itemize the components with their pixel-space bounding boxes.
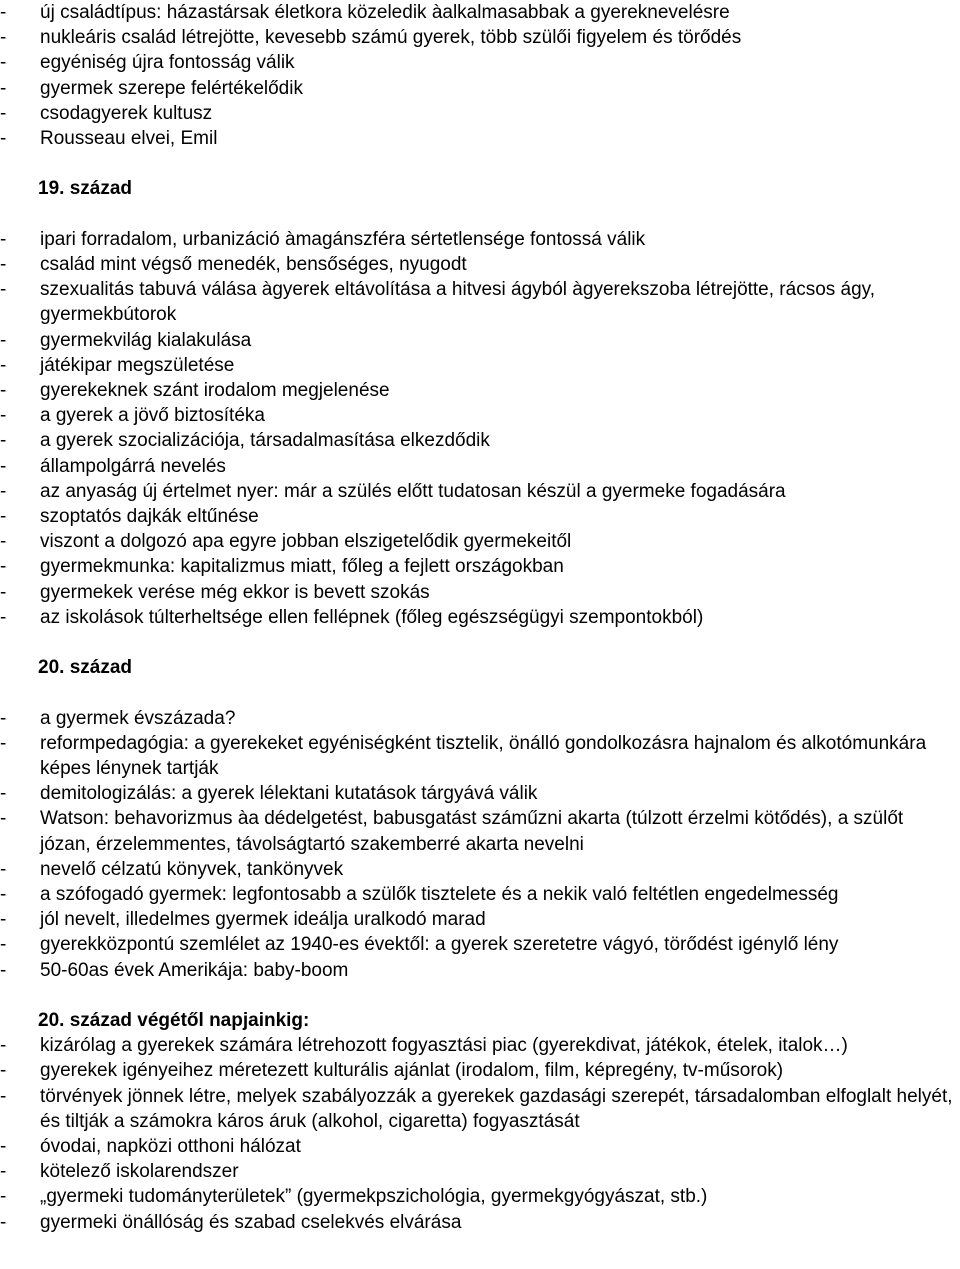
list-item-text: gyermekek verése még ekkor is bevett szokás <box>40 581 430 603</box>
list-item <box>0 1134 960 1159</box>
list-item-text: gyerekközpontú szemlélet az 1940-es évektől: a gyerek szeretetre vágyó, törődést igénylő lény <box>40 934 839 956</box>
late-20th-century-list <box>0 1033 960 1235</box>
list-item <box>0 1159 960 1184</box>
list-item-text: csodagyerek kultusz <box>40 102 213 124</box>
list-item <box>0 958 960 983</box>
section-heading-20th-century: 20. század <box>38 657 132 679</box>
list-item-text: állampolgárrá nevelés <box>40 455 226 477</box>
19th-century-list <box>0 227 960 630</box>
list-item <box>0 403 960 428</box>
list-item <box>0 907 960 932</box>
list-item-text: az anyaság új értelmet nyer: már a szülés előtt tudatosan készül a gyermeke fogadására <box>40 480 786 502</box>
bullet-dash: - <box>0 77 7 99</box>
bullet-dash: - <box>0 380 7 402</box>
section-heading-19th-century: 19. század <box>38 178 132 200</box>
list-item <box>0 252 960 277</box>
bullet-dash: - <box>0 1186 7 1208</box>
list-item <box>0 605 960 630</box>
list-item-text: viszont a dolgozó apa egyre jobban elszigetelődik gyermekeitől <box>40 531 572 553</box>
list-item-text: az iskolások túlterheltsége ellen fellépnek (főleg egészségügyi szempontokból) <box>40 606 704 628</box>
20th-century-list <box>0 706 960 983</box>
bullet-dash: - <box>0 1060 7 1082</box>
list-item-text: nevelő célzatú könyvek, tankönyvek <box>40 858 344 880</box>
list-item-text: 50-60as évek Amerikája: baby-boom <box>40 959 349 981</box>
list-item-text: a szófogadó gyermek: legfontosabb a szülők tisztelete és a nekik való feltétlen engedelmesség <box>40 884 839 906</box>
list-item-text: a gyermek évszázada? <box>40 707 236 729</box>
list-item <box>0 328 960 353</box>
list-item-text: játékipar megszületése <box>40 354 235 376</box>
list-item-text: törvények jönnek létre, melyek szabályozzák a gyerekek gazdasági szerepét, társadalomban elfoglalt helyét, és tiltják a számokra káros áruk (alkohol, cigaretta) fogyasztását <box>40 1085 953 1132</box>
list-item-text: gyermekvilág kialakulása <box>40 329 252 351</box>
list-item-text: gyermeki önállóság és szabad cselekvés elvárása <box>40 1211 462 1233</box>
list-item <box>0 227 960 252</box>
list-item <box>0 126 960 151</box>
list-item-text: kötelező iskolarendszer <box>40 1161 239 1183</box>
spacer <box>0 983 960 1008</box>
bullet-dash: - <box>0 959 7 981</box>
list-item-text: demitologizálás: a gyerek lélektani kutatások tárgyává válik <box>40 783 538 805</box>
list-item <box>0 0 960 25</box>
bullet-dash: - <box>0 27 7 49</box>
list-item-text: Rousseau elvei, Emil <box>40 128 218 150</box>
bullet-dash: - <box>0 430 7 452</box>
list-item <box>0 378 960 403</box>
bullet-dash: - <box>0 581 7 603</box>
list-item <box>0 1084 960 1134</box>
list-item <box>0 504 960 529</box>
bullet-dash: - <box>0 128 7 150</box>
list-item-text: szoptatós dajkák eltűnése <box>40 506 259 528</box>
bullet-dash: - <box>0 1136 7 1158</box>
list-item <box>0 529 960 554</box>
list-item <box>0 706 960 731</box>
spacer <box>0 202 960 227</box>
list-item <box>0 428 960 453</box>
list-item-text: nukleáris család létrejötte, kevesebb számú gyerek, több szülői figyelem és törődés <box>40 27 742 49</box>
list-item <box>0 806 960 856</box>
list-item-text: gyerekeknek szánt irodalom megjelenése <box>40 380 390 402</box>
bullet-dash: - <box>0 934 7 956</box>
bullet-dash: - <box>0 556 7 578</box>
list-item-text: szexualitás tabuvá válása àgyerek eltávolítása a hitvesi ágyból àgyerekszoba létrejötte, rácsos ágy, gyermekbútorok <box>40 279 876 326</box>
bullet-dash: - <box>0 909 7 931</box>
bullet-dash: - <box>0 1035 7 1057</box>
list-item-text: a gyerek a jövő biztosítéka <box>40 405 265 427</box>
list-item-text: a gyerek szocializációja, társadalmasítása elkezdődik <box>40 430 490 452</box>
list-item-text: jól nevelt, illedelmes gyermek ideálja uralkodó marad <box>40 909 486 931</box>
spacer <box>0 630 960 655</box>
bullet-dash: - <box>0 606 7 628</box>
list-item-text: kizárólag a gyerekek számára létrehozott fogyasztási piac (gyerekdivat, játékok, ételek, italok…) <box>40 1035 848 1057</box>
bullet-dash: - <box>0 707 7 729</box>
list-item <box>0 454 960 479</box>
bullet-dash: - <box>0 858 7 880</box>
bullet-dash: - <box>0 279 7 301</box>
bullet-dash: - <box>0 808 7 830</box>
list-item <box>0 857 960 882</box>
bullet-dash: - <box>0 102 7 124</box>
list-item-text: Watson: behavorizmus àa dédelgetést, babusgatást száműzni akarta (túlzott érzelmi kötődés), a szülőt józan, érzelemmentes, távolságtartó szakemberré akarta nevelni <box>40 808 904 855</box>
bullet-dash: - <box>0 531 7 553</box>
bullet-dash: - <box>0 455 7 477</box>
list-item <box>0 479 960 504</box>
list-item <box>0 277 960 327</box>
bullet-dash: - <box>0 506 7 528</box>
list-item <box>0 932 960 957</box>
bullet-dash: - <box>0 329 7 351</box>
list-item <box>0 50 960 75</box>
list-item <box>0 1210 960 1235</box>
bullet-dash: - <box>0 1211 7 1233</box>
bullet-dash: - <box>0 2 7 23</box>
spacer <box>0 680 960 705</box>
bullet-dash: - <box>0 480 7 502</box>
list-item-text: gyermek szerepe felértékelődik <box>40 77 303 99</box>
list-item <box>0 25 960 50</box>
list-item <box>0 1033 960 1058</box>
section-heading-late-20th-to-present: 20. század végétől napjainkig: <box>38 1010 310 1032</box>
list-item-text: reformpedagógia: a gyerekeket egyéniségként tisztelik, önálló gondolkozásra hajnalom és alkotómunkára képes lénynek tartják <box>40 732 927 780</box>
bullet-dash: - <box>0 732 7 754</box>
list-item-text: „gyermeki tudományterületek” (gyermekpszichológia, gyermekgyógyászat, stb.) <box>40 1186 708 1208</box>
list-item-text: gyerekek igényeihez méretezett kulturális ajánlat (irodalom, film, képregény, tv-műsorok) <box>40 1060 784 1082</box>
list-item <box>0 731 960 781</box>
list-item <box>0 580 960 605</box>
list-item-text: család mint végső menedék, bensőséges, nyugodt <box>40 254 467 275</box>
bullet-dash: - <box>0 405 7 427</box>
list-item-text: ipari forradalom, urbanizáció àmagánszféra sértetlensége fontossá válik <box>40 228 646 250</box>
list-item-text: új családtípus: házastársak életkora közeledik àalkalmasabbak a gyereknevelésre <box>40 2 730 23</box>
list-item-text: óvodai, napközi otthoni hálózat <box>40 1136 301 1158</box>
bullet-dash: - <box>0 254 7 275</box>
list-item <box>0 1058 960 1083</box>
bullet-dash: - <box>0 228 7 250</box>
list-item <box>0 1184 960 1209</box>
bullet-dash: - <box>0 1085 7 1107</box>
list-item <box>0 76 960 101</box>
list-item <box>0 353 960 378</box>
list-item <box>0 101 960 126</box>
list-item <box>0 781 960 806</box>
intro-list <box>0 0 960 151</box>
bullet-dash: - <box>0 783 7 805</box>
bullet-dash: - <box>0 52 7 74</box>
list-item-text: gyermekmunka: kapitalizmus miatt, főleg a fejlett országokban <box>40 556 564 578</box>
list-item-text: egyéniség újra fontosság válik <box>40 52 295 74</box>
spacer <box>0 151 960 176</box>
bullet-dash: - <box>0 884 7 906</box>
bullet-dash: - <box>0 354 7 376</box>
bullet-dash: - <box>0 1161 7 1183</box>
list-item <box>0 554 960 579</box>
list-item <box>0 882 960 907</box>
